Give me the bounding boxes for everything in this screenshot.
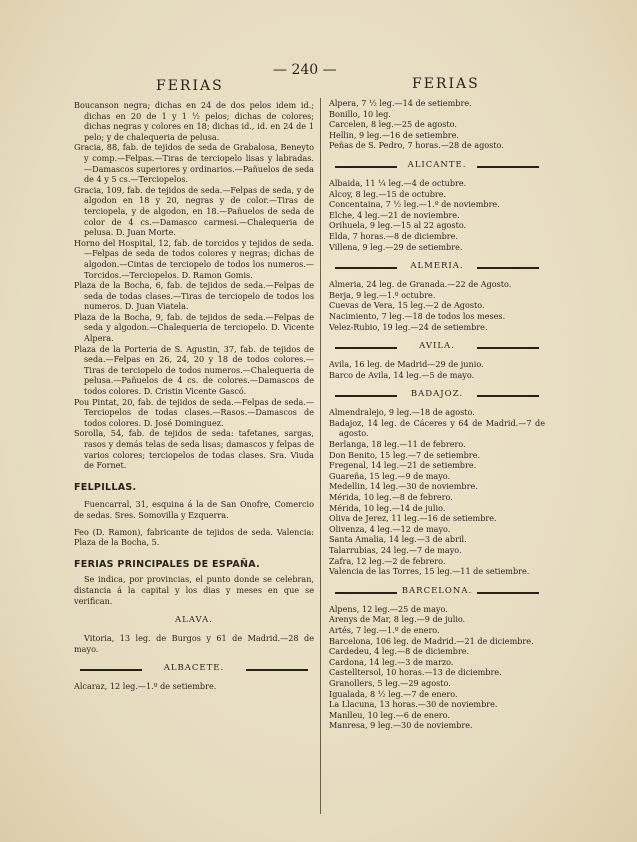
list-item: Fregenal, 14 leg.—21 de setiembre. (329, 460, 477, 471)
list-item: Plaza de la Bocha, 6, fab. de tejidos de seda.—Felpas de seda de todas clases.—Tiras de terciopelo de todos los numeros. D. Juan Viatela. (74, 280, 314, 312)
list-item: Granollers, 5 leg.—29 agosto. (329, 677, 451, 688)
list-item: Boucanson negra; dichas en 24 de dos pelos idem id.; dichas en 20 de 1 y 1 ½ pelos; dichas de colores; dichas negras y colores en 18; dichas id., id. en 24 de 1 pelo; y de chalequeria de pelusa. (74, 100, 314, 142)
list-item: Manlleu, 10 leg.—6 de enero. (329, 709, 450, 720)
list-item: Olivenza, 4 leg.—12 de mayo. (329, 523, 451, 534)
list-item: Velez-Rubio, 19 leg.—24 de setiembre. (329, 321, 488, 332)
list-item: Villena, 9 leg.—29 de setiembre. (329, 241, 463, 252)
ferias-principales-heading: FERIAS PRINCIPALES DE ESPAÑA. (74, 558, 260, 570)
list-item: Almendralejo, 9 leg.—18 de agosto. (329, 407, 475, 418)
section-heading (329, 586, 545, 598)
header-left-title: FERIAS (156, 78, 224, 94)
section-heading-label: BADAJOZ. (410, 389, 464, 400)
list-item: Artés, 7 leg.—1.º de enero. (329, 624, 440, 635)
column-divider (320, 98, 321, 814)
section-heading (329, 341, 545, 353)
section-heading-label: AVILA. (419, 341, 455, 352)
list-item: Alpera, 7 ½ leg.—14 de setiembre. (329, 98, 472, 108)
page-number: — 240 — (273, 62, 337, 78)
list-item: Elche, 4 leg.—21 de noviembre. (329, 209, 460, 220)
list-item: Hellin, 9 leg.—16 de setiembre. (329, 129, 459, 140)
list-item: Mérida, 10 leg.—8 de febrero. (329, 492, 453, 503)
list-item: Guareña, 15 leg.—9 de mayo. (329, 470, 451, 481)
list-item: Pou Pintat, 20, fab. de tejidos de seda.—Felpas de seda.—Terciopelos de todas clases.—Rasos.—Damascos de todos colores. D. José Dominguez. (74, 396, 314, 428)
section-heading (329, 261, 545, 273)
section-heading-label: ALBACETE. (163, 663, 225, 674)
list-item: Gracia, 88, fab. de tejidos de seda de Grabalosa, Beneyto y comp.—Felpas.—Tiras de terciopelo lisas y labradas.—Damascos superiores y ordinarios.—Pañuelos de seda de 4 y 5 cs.—Terciopelos. (74, 142, 314, 185)
list-item: Medellin, 14 leg.—30 de noviembre. (329, 481, 478, 492)
list-item: Berlanga, 18 leg.—11 de febrero. (329, 439, 466, 450)
list-item: Berja, 9 leg.—1.º octubre. (329, 289, 436, 300)
list-item: Cuevas de Vera, 15 leg.—2 de Agosto. (329, 300, 485, 311)
list-item: Peñas de S. Pedro, 7 horas.—28 de agosto. (329, 140, 504, 151)
section-heading (74, 663, 314, 675)
list-item: Plaza de la Porteria de S. Agustin, 37, fab. de tejidos de seda.—Felpas en 26, 24, 20 y 18 de todos colores.—Tiras de terciopelo de todos numeros.—Chalequeria de pelusa.—Pañuelos de 4 cs. de colores.—Damascos de todos colores. D. Cristin Vicente Gascó. (74, 343, 314, 397)
list-item: Plaza de la Bocha, 9, fab. de tejidos de seda.—Felpas de seda y algodon.—Chalequeria de terciopelo. D. Vicente Alpera. (74, 311, 314, 344)
list-item: Castelltersol, 10 horas.—13 de diciembre. (329, 667, 502, 678)
section-heading-label: ALICANTE. (407, 159, 467, 170)
section-heading (74, 615, 314, 627)
header-right-title: FERIAS (412, 76, 480, 92)
right-column (329, 98, 545, 731)
list-item: Manresa, 9 leg.—30 de noviembre. (329, 720, 473, 731)
list-item: Vitoria, 13 leg. de Burgos y 61 de Madrid.—28 de mayo. (74, 633, 314, 654)
list-item: Orihuela, 9 leg.—15 al 22 agosto. (329, 220, 467, 231)
list-item: Santa Amalia, 14 leg.—3 de abril. (329, 534, 467, 545)
list-item: Mérida, 10 leg.—14 de julio. (329, 502, 446, 513)
list-item: Cardona, 14 leg.—3 de marzo. (329, 656, 454, 667)
list-item: Alpens, 12 leg.—25 de mayo. (329, 603, 448, 614)
list-item: Almeria, 24 leg. de Granada.—22 de Agosto. (329, 279, 512, 290)
list-item: Gracia, 109, fab. de tejidos de seda.—Felpas de seda, y de algodon en 18 y 20, negras y de color.—Tiras de terciopela, y de algodon, en 18.—Pañuelos de seda de color de 4 cs.—Damasco carmesi.—Chalequeria de pelusa. D. Juan Morte. (74, 184, 314, 238)
list-item: Albaida, 11 ¼ leg.—4 de octubre. (329, 177, 467, 188)
page-header (60, 62, 580, 94)
list-item: Oliva de Jerez, 11 leg.—16 de setiembre. (329, 513, 497, 524)
list-item: Avila, 16 leg. de Madrid—29 de junio. (329, 359, 484, 370)
list-item: La Llacuna, 13 horas.—30 de noviembre. (329, 699, 498, 710)
section-heading-label: ALAVA. (175, 615, 213, 626)
section-heading-label: BARCELONA. (401, 585, 473, 596)
list-item: Cardedeu, 4 leg.—8 de diciembre. (329, 646, 470, 657)
list-item: Badajoz, 14 leg. de Cáceres y 64 de Madrid.—7 de agosto. (329, 417, 545, 439)
list-item: Igualada, 8 ½ leg.—7 de enero. (329, 688, 458, 699)
list-item: Bonillo, 10 leg. (329, 108, 391, 119)
list-item: Feo (D. Ramon), fabricante de tejidos de seda. Valencia: Plaza de la Bocha, 5. (74, 526, 314, 548)
list-item: Barcelona, 106 leg. de Madrid.—21 de diciembre. (329, 635, 534, 646)
list-item: Alcaraz, 12 leg.—1.º de setiembre. (74, 681, 217, 692)
section-heading-label: ALMERIA. (410, 261, 464, 272)
list-item: Arenys de Mar, 8 leg.—9 de julio. (329, 614, 466, 625)
list-item: Barco de Avila, 14 leg.—5 de mayo. (329, 369, 475, 380)
list-item: Horno del Hospital, 12, fab. de torcidos y tejidos de seda.—Felpas de seda de todos colores y negras; dichas de algodon.—Cintas de terciopelo de todos los numeros.—Torcidos.—Terciopelos. D. Ramon Gomis. (74, 237, 314, 280)
list-item: Alcoy, 8 leg.—15 de octubre. (329, 188, 447, 199)
left-column (74, 100, 314, 692)
felpillas-heading: FELPILLAS. (74, 481, 137, 493)
list-item: Talarrubias, 24 leg.—7 de mayo. (329, 545, 462, 555)
section-heading (329, 160, 545, 172)
list-item: Fuencarral, 31, esquina á la de San Onofre, Comercio de sedas. Sres. Somovilla y Ezquerra. (74, 499, 314, 520)
section-heading (329, 389, 545, 401)
intro-text: Se indica, por provincias, el punto donde se celebran, distancia á la capital y los dias y meses en que se verifican. (74, 574, 314, 606)
list-item: Concentaina, 7 ½ leg.—1.º de noviembre. (329, 199, 500, 210)
list-item: Valencia de las Torres, 15 leg.—11 de setiembre. (329, 566, 530, 577)
list-item: Nacimiento, 7 leg.—18 de todos los meses. (329, 310, 506, 321)
list-item: Elda, 7 horas.—8 de diciembre. (329, 230, 459, 241)
list-item: Carcelen, 8 leg.—25 de agosto. (329, 119, 457, 130)
list-item: Sorolla, 54, fab. de tejidos de seda: tafetanes, sargas, rasos y demás telas de seda lisas; damascos y felpas de varios colores; terciopelos de todas clases. Sra. Viuda de Fornet. (74, 428, 314, 471)
list-item: Zafra, 12 leg.—2 de febrero. (329, 555, 446, 566)
list-item: Don Benito, 15 leg.—7 de setiembre. (329, 449, 480, 460)
